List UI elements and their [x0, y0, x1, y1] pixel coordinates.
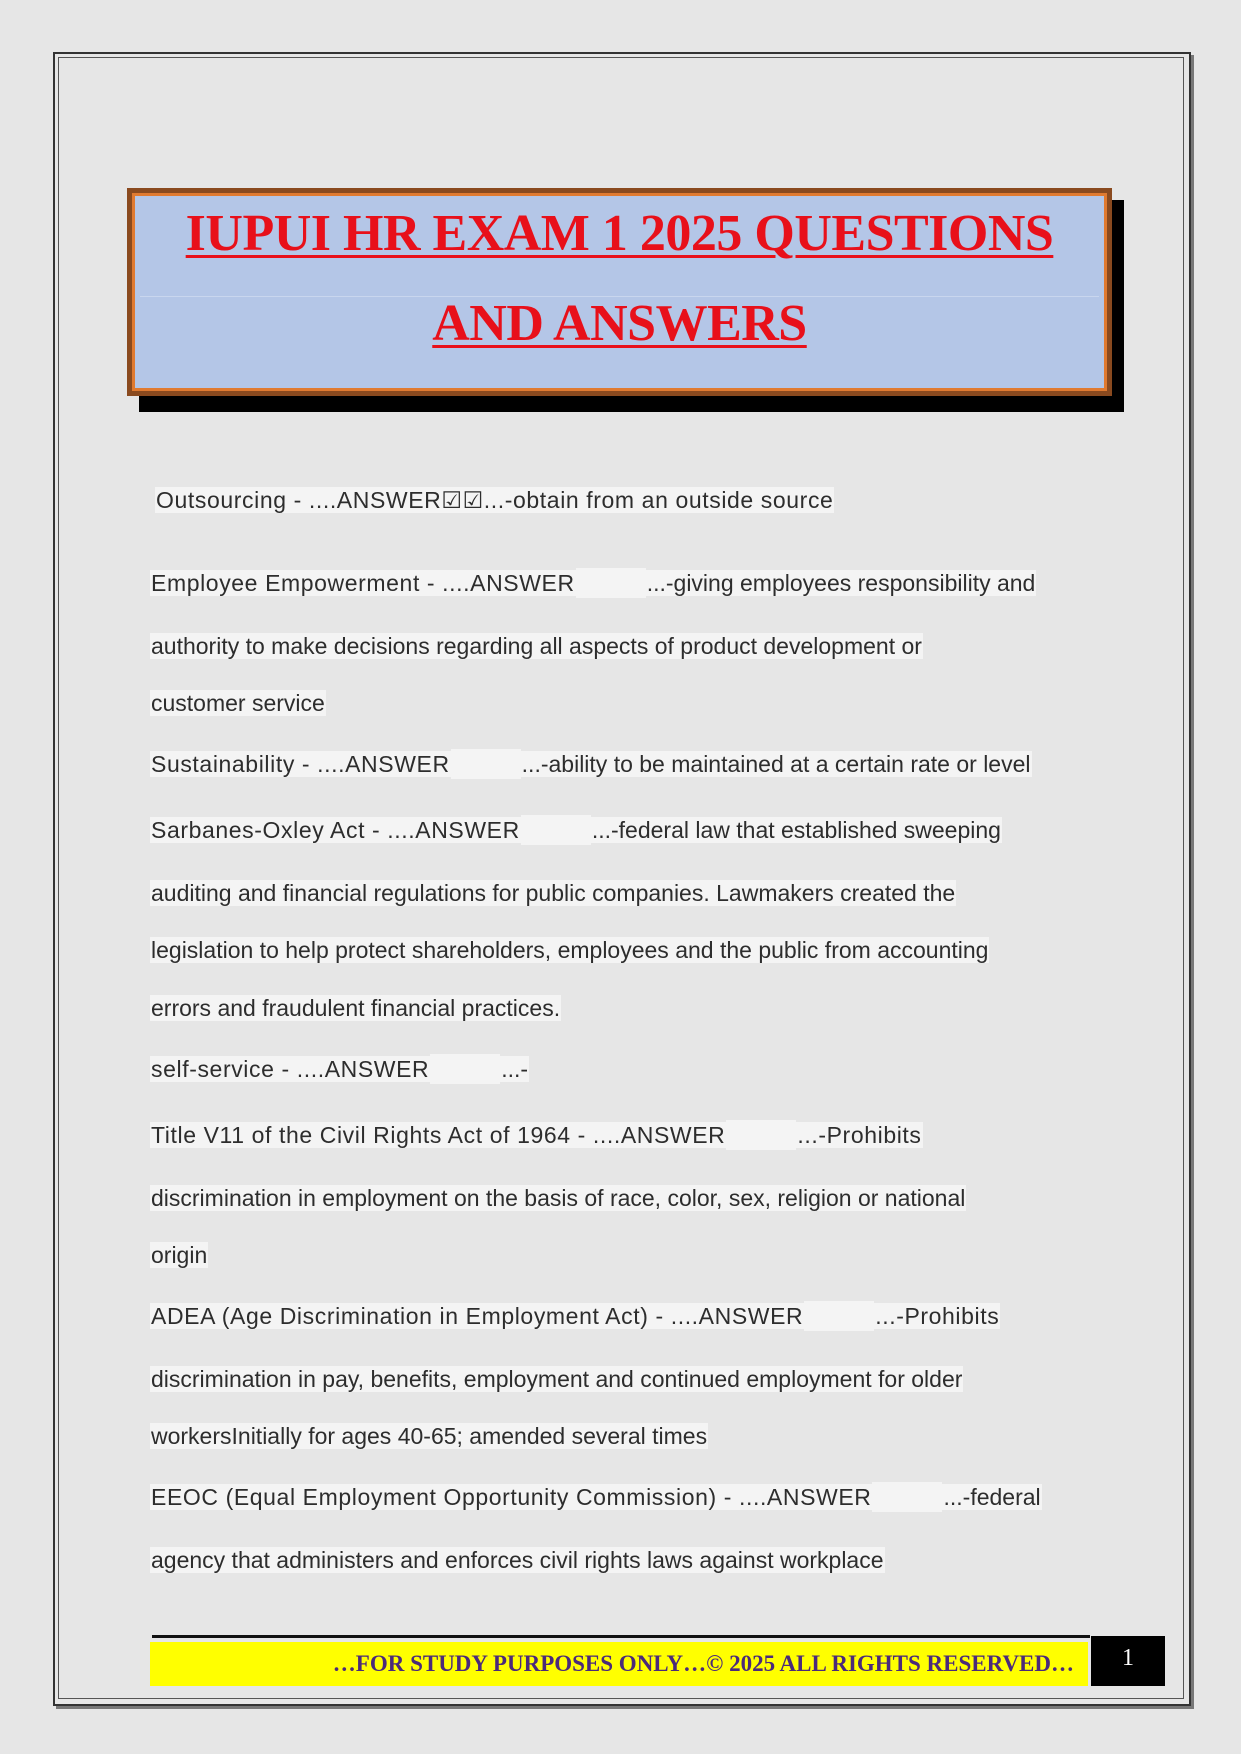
- qa-term: Employee Empowerment - ....ANSWER: [151, 570, 575, 596]
- qa-answer: ...-: [501, 1056, 529, 1082]
- qa-answer-line: legislation to help protect shareholders, employees and the public from accounting: [151, 937, 989, 963]
- qa-answer-continuation: [150, 1240, 208, 1270]
- document-title-line-2: AND ANSWERS: [432, 295, 807, 352]
- qa-answer-line: agency that administers and enforces civil rights laws against workplace: [151, 1547, 884, 1573]
- answer-gap: [872, 1482, 942, 1512]
- answer-gap: [451, 749, 521, 779]
- qa-answer: ...-ability to be maintained at a certain rate or level: [521, 751, 1031, 777]
- qa-term: EEOC (Equal Employment Opportunity Commission) - ....ANSWER: [151, 1484, 872, 1510]
- answer-gap: [576, 568, 646, 598]
- qa-answer-line: discrimination in pay, benefits, employment and continued employment for older: [151, 1366, 963, 1392]
- qa-entry-adea: [150, 1301, 1000, 1331]
- answer-gap: [521, 815, 591, 845]
- qa-answer-line: origin: [151, 1242, 208, 1268]
- qa-answer-continuation: [150, 631, 923, 661]
- qa-answer: ...-giving employees responsibility and: [646, 570, 1036, 596]
- title-box: [127, 188, 1112, 396]
- qa-term: Outsourcing - ....ANSWER☑☑...-obtain from an outside source: [156, 487, 834, 513]
- qa-entry-employee-empowerment: [150, 568, 1036, 598]
- qa-answer-continuation: [150, 1364, 963, 1394]
- answer-gap: [804, 1301, 874, 1331]
- qa-answer-continuation: [150, 1545, 885, 1575]
- qa-answer-line: authority to make decisions regarding all aspects of product development or: [151, 633, 922, 659]
- document-title-line-1: IUPUI HR EXAM 1 2025 QUESTIONS: [185, 205, 1054, 262]
- qa-answer-continuation: [150, 878, 956, 908]
- qa-entry-eeoc: [150, 1482, 1042, 1512]
- qa-term: Title V11 of the Civil Rights Act of 1964 - ....ANSWER: [151, 1122, 726, 1148]
- qa-answer: ...-Prohibits: [875, 1303, 1000, 1329]
- qa-entry-outsourcing: [155, 485, 834, 515]
- qa-answer: ...-Prohibits: [797, 1122, 922, 1148]
- qa-term: Sarbanes-Oxley Act - ....ANSWER: [151, 817, 520, 843]
- qa-answer-line: discrimination in employment on the basis of race, color, sex, religion or national: [151, 1185, 966, 1211]
- qa-answer-line: customer service: [151, 690, 325, 716]
- footer-notice: …FOR STUDY PURPOSES ONLY…© 2025 ALL RIGHTS RESERVED…: [150, 1642, 1088, 1686]
- qa-term: Sustainability - ....ANSWER: [151, 751, 450, 777]
- qa-term: self-service - ....ANSWER: [151, 1056, 430, 1082]
- qa-answer-continuation: [150, 1421, 708, 1451]
- qa-answer-continuation: [150, 935, 989, 965]
- qa-answer-line: auditing and financial regulations for public companies. Lawmakers created the: [151, 880, 956, 906]
- qa-answer: ...-federal: [943, 1484, 1041, 1510]
- qa-answer-continuation: [150, 688, 326, 718]
- qa-answer: ...-federal law that established sweeping: [591, 817, 1001, 843]
- qa-entry-self-service: [150, 1054, 529, 1084]
- answer-gap: [430, 1054, 500, 1084]
- qa-entry-sustainability: [150, 749, 1032, 779]
- qa-term: ADEA (Age Discrimination in Employment Act) - ....ANSWER: [151, 1303, 804, 1329]
- qa-answer-continuation: [150, 1183, 966, 1213]
- qa-answer-continuation: [150, 993, 561, 1023]
- answer-gap: [726, 1120, 796, 1150]
- qa-entry-sarbanes-oxley: [150, 815, 1002, 845]
- qa-answer-line: workersInitially for ages 40-65; amended several times: [151, 1423, 708, 1449]
- qa-entry-title-vii: [150, 1120, 923, 1150]
- page-number: 1: [1091, 1636, 1165, 1686]
- footer-rule: [152, 1635, 1090, 1638]
- qa-answer-line: errors and fraudulent financial practices.: [151, 995, 561, 1021]
